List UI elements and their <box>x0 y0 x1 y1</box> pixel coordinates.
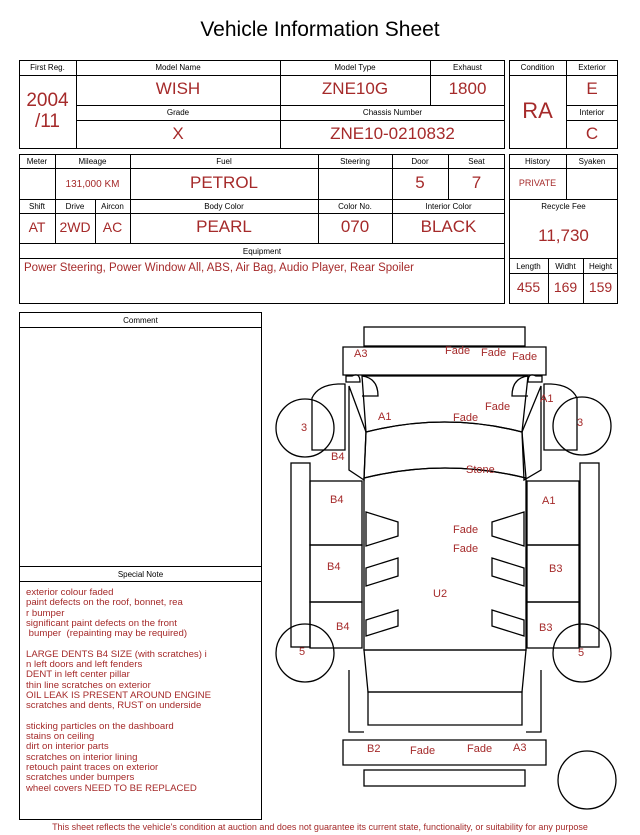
damage-rear-bumper-left: B2 <box>367 743 381 755</box>
shift-label: Shift <box>28 202 45 211</box>
first-reg-year: 2004 <box>26 90 69 111</box>
interior-label: Interior <box>579 108 605 117</box>
comment-label: Comment <box>123 316 158 325</box>
recycle-fee-label: Recycle Fee <box>541 202 586 211</box>
chassis-number-label: Chassis Number <box>362 108 423 117</box>
damage-rear-bumper-right: A3 <box>513 742 527 754</box>
history-value: PRIVATE <box>518 178 557 188</box>
damage-roof-fade-1: Fade <box>453 524 479 536</box>
disclaimer-footer: This sheet reflects the vehicle's condition at auction and does not guarantee its current state, functionality, or suitability for any purpose <box>52 822 588 832</box>
mileage-value: 131,000 KM <box>65 179 120 190</box>
note-line: r bumper <box>26 607 65 619</box>
damage-hood-fade-top: Fade <box>485 401 511 413</box>
damage-wheel-front-left: 3 <box>301 422 308 434</box>
height-label: Height <box>588 262 613 271</box>
note-line: n left doors and left fenders <box>26 659 143 671</box>
note-line: scratches under bumpers <box>26 772 135 784</box>
first-reg-month: /11 <box>34 111 60 132</box>
note-line: thin line scratches on exterior <box>26 679 151 691</box>
note-line: LARGE DENTS B4 SIZE (with scratches) i <box>26 648 207 660</box>
damage-rear-bumper-fade-1: Fade <box>410 745 436 757</box>
seat-label: Seat <box>468 157 485 166</box>
note-line: significant paint defects on the front <box>26 617 177 629</box>
damage-left-front-door: B4 <box>330 494 344 506</box>
note-line: scratches and dents, RUST on underside <box>26 700 202 712</box>
color-no-label: Color No. <box>338 202 372 211</box>
damage-front-bumper-fade-3: Fade <box>512 351 538 363</box>
drive-value: 2WD <box>59 219 91 235</box>
model-name-label: Model Name <box>155 63 201 72</box>
equipment-label: Equipment <box>242 247 282 256</box>
aircon-value: AC <box>102 219 123 235</box>
height-value: 159 <box>588 279 613 295</box>
note-line: dirt on interior parts <box>26 741 109 753</box>
width-value: 169 <box>553 279 578 295</box>
exhaust-label: Exhaust <box>453 63 482 72</box>
shift-value: AT <box>28 219 46 235</box>
syaken-label: Syaken <box>578 157 606 166</box>
damage-hood-left: A1 <box>378 411 392 423</box>
model-name-value: WISH <box>155 79 201 98</box>
exhaust-value: 1800 <box>448 79 487 98</box>
condition-value: RA <box>522 98 553 123</box>
note-line: exterior colour faded <box>26 587 114 598</box>
door-label: Door <box>411 157 429 166</box>
steering-label: Steering <box>340 157 370 166</box>
note-line: wheel covers NEED TO BE REPLACED <box>26 782 197 794</box>
length-value: 455 <box>516 279 541 295</box>
first-reg-label: First Reg. <box>30 63 65 72</box>
damage-right-fender: A1 <box>540 393 554 405</box>
interior-color-label: Interior Color <box>425 202 472 211</box>
exterior-label: Exterior <box>578 63 606 72</box>
exterior-value: E <box>586 79 598 98</box>
damage-wheel-rear-right: 5 <box>578 647 585 659</box>
note-line: OIL LEAK IS PRESENT AROUND ENGINE <box>26 689 211 701</box>
width-label: Widht <box>555 262 576 271</box>
body-color-label: Body Color <box>204 202 244 211</box>
note-line: sticking particles on the dashboard <box>26 720 174 732</box>
damage-roof-fade-2: Fade <box>453 543 479 555</box>
special-note-label: Special Note <box>117 570 164 579</box>
damage-underside: U2 <box>433 588 448 600</box>
damage-front-bumper-left: A3 <box>354 348 368 360</box>
fuel-value: PETROL <box>189 173 259 192</box>
history-label: History <box>525 157 550 166</box>
mileage-label: Mileage <box>78 157 107 166</box>
note-line: retouch paint traces on exterior <box>26 762 159 774</box>
length-label: Length <box>516 262 541 271</box>
interior-value: C <box>585 124 599 143</box>
interior-color-value: BLACK <box>420 217 477 236</box>
model-type-value: ZNE10G <box>321 79 389 98</box>
damage-wheel-front-right: 3 <box>577 417 584 429</box>
note-line: bumper (repainting may be required) <box>26 628 188 640</box>
damage-windshield: Stone <box>466 464 495 476</box>
damage-right-quarter: B3 <box>539 622 553 634</box>
note-line: DENT in left center pillar <box>26 669 130 681</box>
fuel-label: Fuel <box>216 157 232 166</box>
damage-hood-fade: Fade <box>453 412 479 424</box>
seat-value: 7 <box>471 173 482 192</box>
damage-left-fender: B4 <box>331 451 345 463</box>
note-line: scratches on interior lining <box>26 751 138 763</box>
damage-rear-bumper-fade-2: Fade <box>467 743 493 755</box>
damage-front-bumper-fade-1: Fade <box>445 345 471 357</box>
damage-left-rear-door: B4 <box>327 561 341 573</box>
grade-label: Grade <box>166 108 190 117</box>
damage-wheel-rear-left: 5 <box>299 646 306 658</box>
damage-left-quarter: B4 <box>336 621 350 633</box>
chassis-number-value: ZNE10-0210832 <box>330 124 455 143</box>
damage-right-front-door: A1 <box>542 495 556 507</box>
note-line: stains on ceiling <box>26 731 95 743</box>
damage-front-bumper-fade-2: Fade <box>481 347 507 359</box>
note-line: paint defects on the roof, bonnet, rea <box>26 597 183 609</box>
door-value: 5 <box>415 173 425 192</box>
color-no-value: 070 <box>340 217 370 236</box>
condition-label: Condition <box>520 63 555 72</box>
drive-label: Drive <box>65 202 85 211</box>
grade-value: X <box>172 124 184 143</box>
model-type-label: Model Type <box>334 63 376 72</box>
page-title: Vehicle Information Sheet <box>200 18 440 41</box>
aircon-label: Aircon <box>101 202 124 211</box>
equipment-value: Power Steering, Power Window All, ABS, Air Bag, Audio Player, Rear Spoiler <box>24 262 414 274</box>
recycle-fee-value: 11,730 <box>538 226 589 245</box>
body-color-value: PEARL <box>196 217 252 236</box>
damage-right-rear-door: B3 <box>549 563 563 575</box>
meter-label: Meter <box>26 157 48 166</box>
